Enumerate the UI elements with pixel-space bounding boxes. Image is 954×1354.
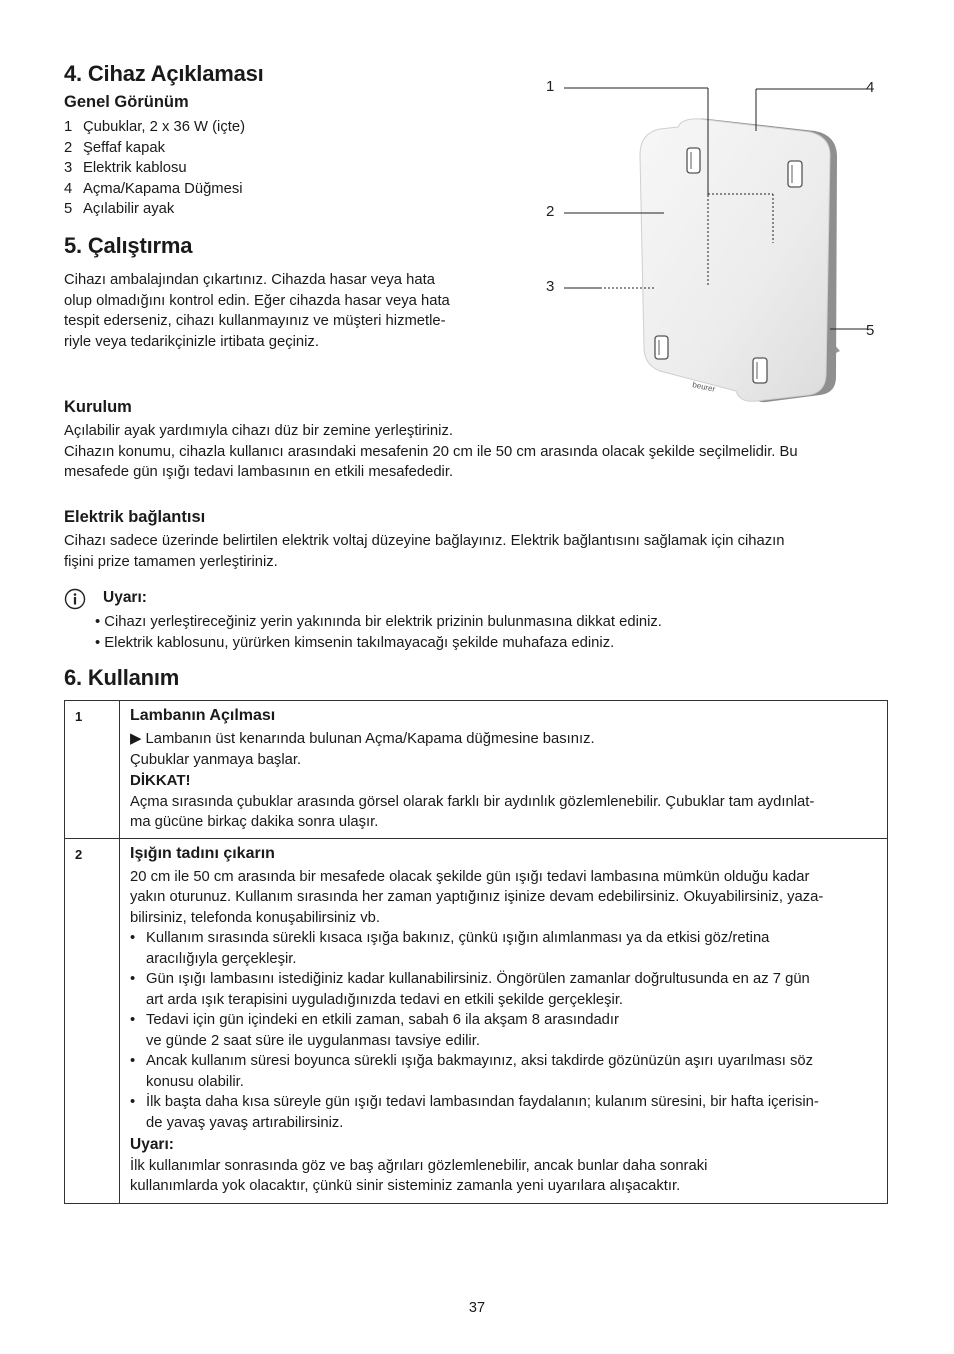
callout-3: 3 [546, 278, 555, 295]
general-view-heading: Genel Görünüm [64, 93, 189, 111]
text-line: riyle veya tedarikçinizle irtibata geçiniz. [64, 333, 319, 350]
page-number: 37 [468, 1300, 486, 1316]
clip-top-left [687, 148, 700, 173]
section-6-title: 6. Kullanım [64, 665, 180, 690]
setup-text [64, 421, 894, 483]
text-line: Açma sırasında çubuklar arasında görsel olarak farklı bir aydınlık gözlemlenebilir. Çubuklar tam aydınlat- [130, 793, 815, 810]
text-line: mesafede gün ışığı tedavi lambasının en etkili mesafededir. [64, 464, 454, 480]
step-number: 1 [65, 701, 120, 839]
info-icon [64, 588, 86, 610]
warning-list [95, 612, 895, 653]
section-5-title: 5. Çalıştırma [64, 233, 193, 258]
list-item: • Tedavi için gün içindeki en etkili zaman, sabah 6 ila akşam 8 arasındadır ve günde 2 saat süre ile uygulanması tavsiye edilir. [130, 1010, 877, 1051]
clip-bottom-right [753, 358, 767, 383]
table-row [65, 838, 888, 1203]
setup-heading: Kurulum [64, 398, 132, 416]
device-figure [540, 75, 890, 425]
usage-bullets [130, 928, 877, 1133]
text-line: 20 cm ile 50 cm arasında bir mesafede olacak şekilde gün ışığı tedavi lambasına mümkün olduğu kadar [130, 868, 810, 885]
usage-table [64, 700, 888, 1204]
text-line: tespit ederseniz, cihazı kullanmayınız ve müşteri hizmetle- [64, 313, 446, 329]
text-line: Cihazı ambalajından çıkartınız. Cihazda hasar veya hata [64, 272, 435, 288]
list-item: 3 Elektrik kablosu [64, 160, 187, 176]
list-item: 5 Açılabilir ayak [64, 201, 175, 217]
text-line: bilirsiniz, telefonda konuşabilirsiniz vb. [130, 909, 381, 926]
step-heading: Lambanın Açılması [130, 707, 276, 724]
text-line: kullanımlarda yok olacaktır, çünkü sinir sisteminiz zamanla yeni uyarılara alışacaktır. [130, 1178, 681, 1194]
step-content [120, 838, 888, 1203]
text-line: ▶ Lambanın üst kenarında bulunan Açma/Kapama düğmesine basınız. [130, 731, 595, 747]
electrical-heading: Elektrik bağlantısı [64, 508, 206, 526]
text-line: Çubuklar yanmaya başlar. [130, 751, 302, 768]
text-line: ma gücüne birkaç dakika sonra ulaşır. [130, 814, 379, 830]
list-item: • Gün ışığı lambasını istediğiniz kadar kullanabilirsiniz. Öngörülen zamanlar doğrultusunda en az 7 gün art arda ışık terapisini uyguladığınızda tedavi en etkili şekilde gerçekleşir. [130, 969, 877, 1010]
text-line: olup olmadığını kontrol edin. Eğer cihazda hasar veya hata [64, 292, 450, 309]
callout-5: 5 [866, 322, 875, 339]
list-item: • Ancak kullanım süresi boyunca sürekli ışığa bakmayınız, aksi takdirde gözünüzün aşırı uyarılması söz konusu olabilir. [130, 1051, 877, 1092]
table-row [65, 701, 888, 839]
callout-2: 2 [546, 203, 555, 220]
list-item: • Cihazı yerleştireceğiniz yerin yakınında bir elektrik prizinin bulunmasına dikkat ediniz. [95, 614, 662, 630]
list-item: 4 Açma/Kapama Düğmesi [64, 180, 243, 197]
parts-list [64, 117, 245, 220]
list-item: 2 Şeffaf kapak [64, 139, 165, 156]
list-item: • Kullanım sırasında sürekli kısaca ışığa bakınız, çünkü ışığın alımlanması ya da etkisi göz/retina aracılığıyla gerçekleşir. [130, 928, 877, 969]
text-line: Cihazın konumu, cihazla kullanıcı arasındaki mesafenin 20 cm ile 50 cm arasında olacak şekilde seçilmelidir. Bu [64, 443, 798, 460]
section-4-title: 4. Cihaz Açıklaması [64, 61, 264, 86]
callout-4: 4 [866, 79, 875, 96]
text-line: İlk kullanımlar sonrasında göz ve baş ağrıları gözlemlenebilir, ancak bunlar daha sonraki [130, 1157, 708, 1174]
clip-top-right [788, 161, 802, 187]
list-item: • İlk başta daha kısa süreyle gün ışığı tedavi lambasından faydalanın; kulanım süresini, bir hafta içerisin- de yavaş yavaş artırabilirsiniz. [130, 1092, 877, 1133]
step-number: 2 [65, 838, 120, 1203]
brand-logo: beurer [691, 380, 717, 394]
list-item: 1 Çubuklar, 2 x 36 W (içte) [64, 119, 245, 135]
warning-label: Uyarı: [130, 1136, 174, 1153]
clip-bottom-left [655, 336, 668, 359]
step-heading: Işığın tadını çıkarın [130, 844, 275, 862]
warning-heading: Uyarı: [103, 589, 147, 606]
list-item: • Elektrik kablosunu, yürürken kimsenin takılmayacağı şekilde muhafaza ediniz. [95, 634, 615, 651]
device-illustration [540, 75, 890, 425]
text-line: yakın oturunuz. Kullanım sırasında her zaman yaptığınız işinize devam edebilirsiniz. Okuyabilirsiniz, yaza- [130, 889, 824, 905]
text-line: Cihazı sadece üzerinde belirtilen elektrik voltaj düzeyine bağlayınız. Elektrik bağlantısını sağlamak için cihazın [64, 533, 785, 549]
text-line: Açılabilir ayak yardımıyla cihazı düz bir zemine yerleştiriniz. [64, 423, 453, 439]
startup-intro [64, 270, 514, 352]
step-content [120, 701, 888, 839]
electrical-text [64, 531, 894, 572]
text-line: fişini prize tamamen yerleştiriniz. [64, 553, 278, 570]
caution-label: DİKKAT! [130, 772, 191, 789]
callout-1: 1 [546, 78, 555, 95]
